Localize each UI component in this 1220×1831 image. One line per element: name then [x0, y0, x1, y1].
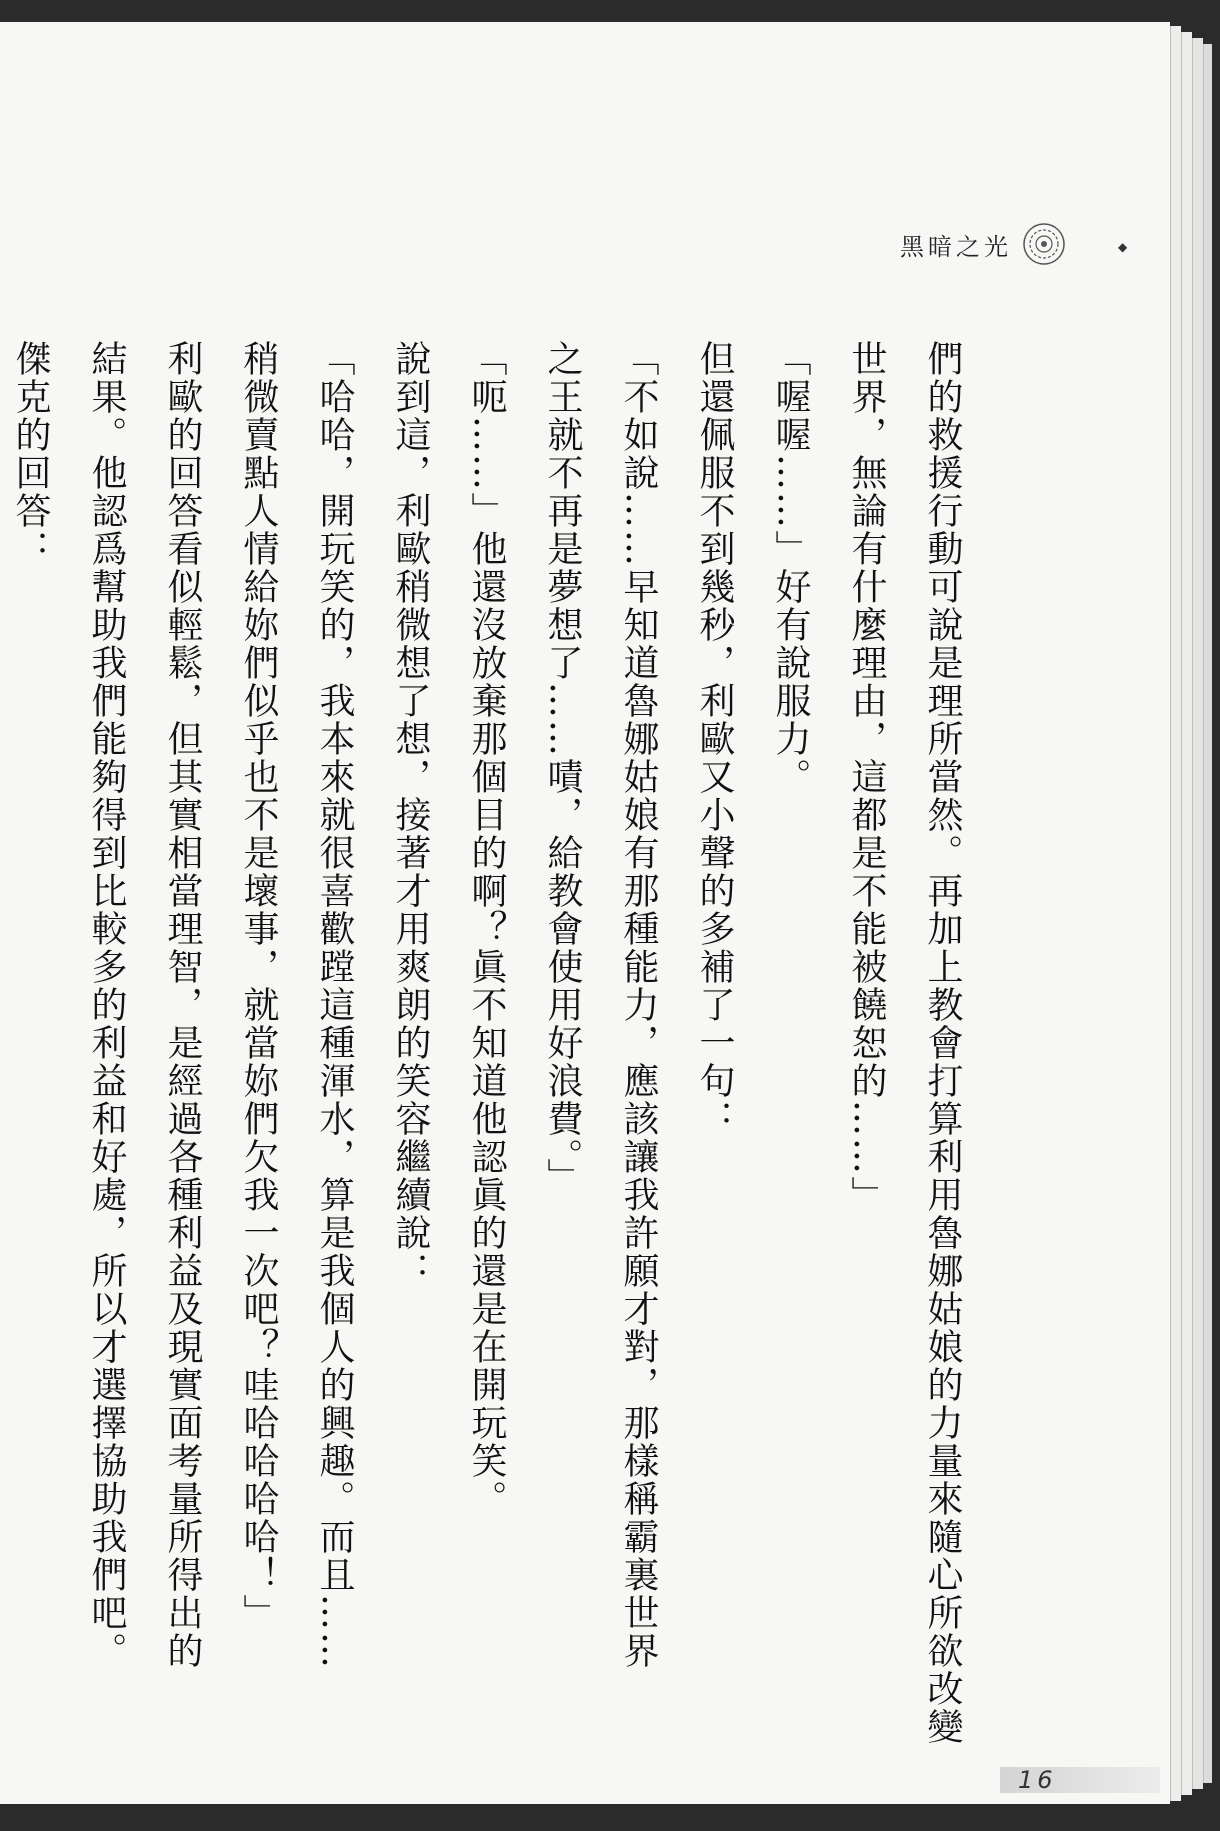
page-edge: [1181, 32, 1192, 1795]
page-number-bar: [1000, 1767, 1160, 1793]
text-line: 們的救援行動可說是理所當然。再加上教會打算利用魯娜姑娘的力量來隨心所欲改變: [922, 340, 963, 1746]
vertical-body-text: [0, 340, 980, 1746]
book-title: 黑暗之光: [900, 232, 1012, 261]
text-line: 結果。他認爲幫助我們能夠得到比較多的利益和好處，所以才選擇協助我們吧。: [86, 340, 127, 1670]
text-line: 「不如說……早知道魯娜姑娘有那種能力，應該讓我許願才對，那樣稱霸裏世界: [618, 340, 659, 1670]
text-line: 傑克的回答：: [10, 340, 51, 568]
page-number: 16: [1018, 1766, 1057, 1794]
text-line: 說到這，利歐稍微想了想，接著才用爽朗的笑容繼續說：: [390, 340, 431, 1290]
book-page: [0, 22, 1170, 1804]
text-line: 「哈哈，開玩笑的，我本來就很喜歡蹚這種渾水，算是我個人的興趣。而且……: [314, 340, 355, 1670]
text-line: 利歐的回答看似輕鬆，但其實相當理智，是經過各種利益及現實面考量所得出的: [162, 340, 203, 1670]
text-line: 但還佩服不到幾秒，利歐又小聲的多補了一句：: [694, 340, 735, 1138]
text-line: 「喔喔……」好有說服力。: [770, 340, 811, 796]
page-edge: [1192, 38, 1203, 1789]
text-line: 之王就不再是夢想了……嘖，給教會使用好浪費。」: [542, 340, 583, 1196]
page-edge: [1170, 26, 1181, 1801]
decorative-dot: ◆: [1118, 240, 1128, 254]
page-edge: [1203, 44, 1212, 1783]
running-header: [900, 222, 1066, 266]
text-line: 世界，無論有什麼理由，這都是不能被饒恕的……」: [846, 340, 887, 1214]
flower-ornament-icon: [1022, 222, 1066, 266]
text-line: 「呃……」他還沒放棄那個目的啊？眞不知道他認眞的還是在開玩笑。: [466, 340, 507, 1518]
text-line: 稍微賣點人情給妳們似乎也不是壞事，就當妳們欠我一次吧？哇哈哈哈哈！」: [238, 340, 279, 1632]
